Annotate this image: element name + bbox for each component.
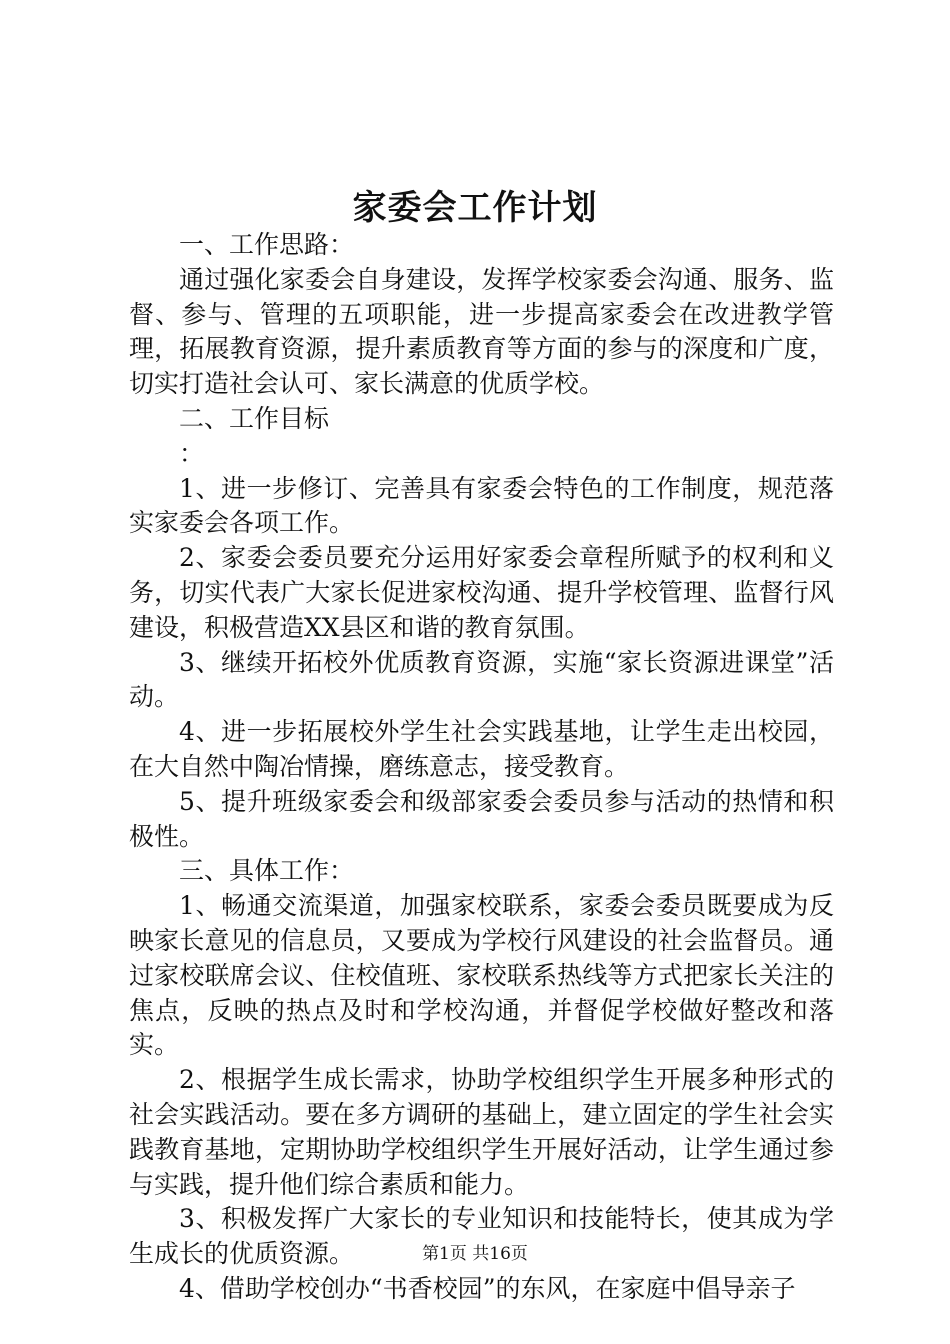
paragraph-approach: 通过强化家委会自身建设，发挥学校家委会沟通、服务、监督、参与、管理的五项职能，进一步提高家委会在改进教学管理，拓展教育资源，提升素质教育等方面的参与的深度和广度，切实打造社会认可、家长满意的优质学校。 [129,264,834,399]
section-heading-tasks: 三、具体工作： [179,856,355,886]
goal-item-5: 5、提升班级家委会和级部家委会委员参与活动的热情和积极性。 [129,786,834,851]
goal-item-1: 1、进一步修订、完善具有家委会特色的工作制度，规范落实家委会各项工作。 [129,473,834,538]
document-title: 家委会工作计划 [352,188,598,228]
goals-colon-line: ： [179,438,205,468]
task-item-1: 1、畅通交流渠道，加强家校联系，家委会委员既要成为反映家长意见的信息员，又要成为学校行风建设的社会监督员。通过家校联席会议、住校值班、家校联系热线等方式把家长关注的焦点，反映的热点及时和学校沟通，并督促学校做好整改和落实。 [129,891,834,1060]
task-item-4: 4、借助学校创办“书香校园”的东风，在家庭中倡导亲子 [179,1273,796,1303]
task-item-2: 2、根据学生成长需求，协助学校组织学生开展多种形式的社会实践活动。要在多方调研的基础上，建立固定的学生社会实践教育基地，定期协助学校组织学生开展好活动，让学生通过参与实践，提升他们综合素质和能力。 [129,1065,834,1199]
goal-item-3: 3、继续开拓校外优质教育资源，实施“家长资源进课堂”活动。 [129,647,834,712]
page-number-footer: 第1页 共16页 [422,1244,528,1264]
goal-item-2: 2、家委会委员要充分运用好家委会章程所赋予的权利和义务，切实代表广大家长促进家校沟通、提升学校管理、监督行风建设，积极营造XX县区和谐的教育氛围。 [129,543,834,642]
task-item-3: 3、积极发挥广大家长的专业知识和技能特长，使其成为学生成长的优质资源。 [129,1204,834,1269]
section-heading-goals: 二、工作目标 [179,403,330,433]
document-body [129,228,834,1307]
goal-item-4: 4、进一步拓展校外学生社会实践基地，让学生走出校园，在大自然中陶冶情操，磨练意志，接受教育。 [129,717,834,781]
section-heading-approach: 一、工作思路： [179,230,355,259]
